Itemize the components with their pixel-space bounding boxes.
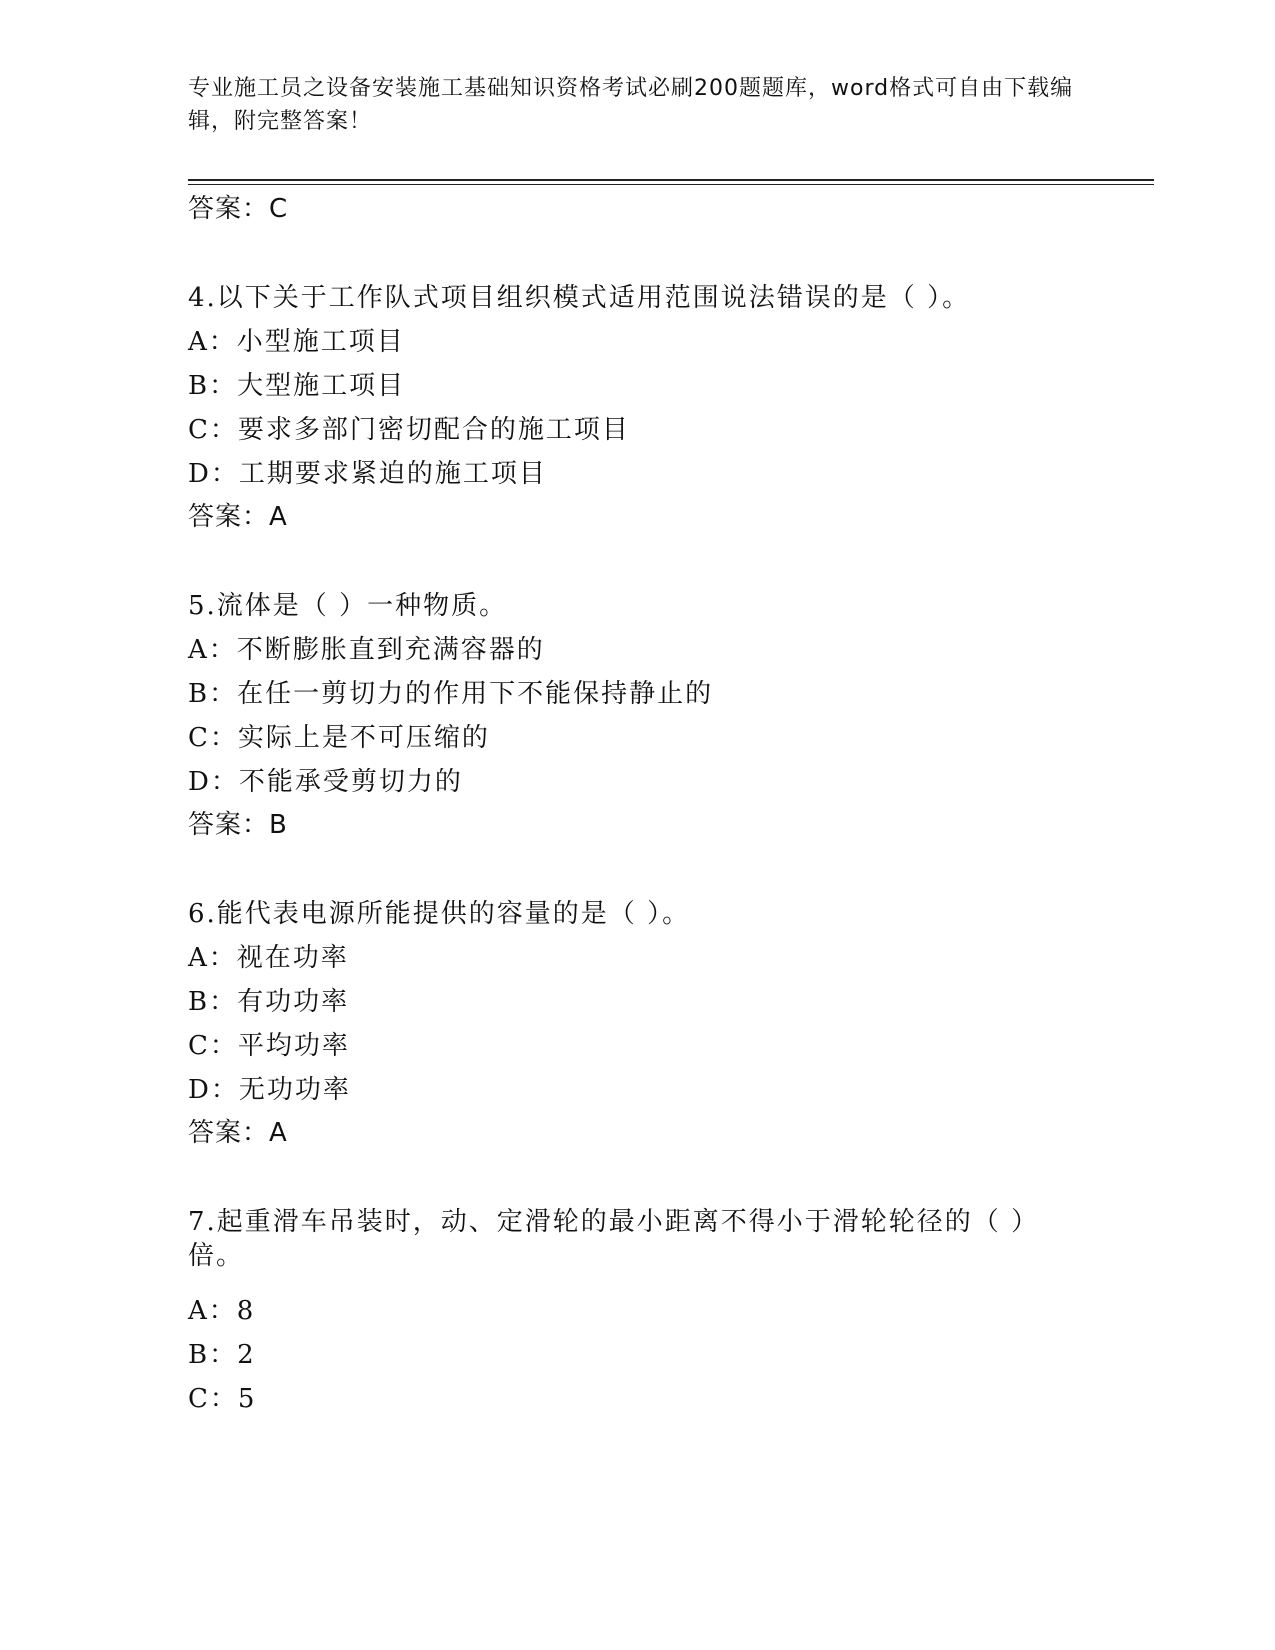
q6-option-d: D：无功功率 <box>188 1075 351 1105</box>
q4-option-d: D：工期要求紧迫的施工项目 <box>188 459 547 489</box>
q4-option-b: B：大型施工项目 <box>188 371 406 401</box>
q5-option-a: A：不断膨胀直到充满容器的 <box>188 635 545 665</box>
header-divider <box>188 179 1154 181</box>
header-divider-thin <box>188 184 1154 185</box>
question-7: 7.起重滑车吊装时，动、定滑轮的最小距离不得小于滑轮轮径的（ ）倍。 <box>188 1207 1040 1271</box>
q4-option-c: C：要求多部门密切配合的施工项目 <box>188 415 630 445</box>
q7-option-c: C：5 <box>188 1384 257 1414</box>
q6-option-a: A：视在功率 <box>188 943 349 973</box>
q5-option-b: B：在任一剪切力的作用下不能保持静止的 <box>188 679 714 709</box>
question-6: 6.能代表电源所能提供的容量的是（ ）。 <box>188 899 691 929</box>
q6-answer: 答案：A <box>188 1118 288 1148</box>
q5-answer: 答案：B <box>188 810 288 840</box>
answer-previous: 答案：C <box>188 194 289 224</box>
q5-option-c: C：实际上是不可压缩的 <box>188 723 490 753</box>
document-header: 专业施工员之设备安装施工基础知识资格考试必刷200题题库，word格式可自由下载编辑，附完整答案！ <box>188 76 1074 134</box>
q6-option-c: C：平均功率 <box>188 1031 350 1061</box>
q5-option-d: D：不能承受剪切力的 <box>188 767 463 797</box>
q4-option-a: A：小型施工项目 <box>188 327 405 357</box>
q6-option-b: B：有功功率 <box>188 987 350 1017</box>
q4-answer: 答案：A <box>188 502 288 532</box>
q7-option-a: A：8 <box>188 1296 256 1326</box>
question-5: 5.流体是（ ）一种物质。 <box>188 591 508 621</box>
question-4: 4.以下关于工作队式项目组织模式适用范围说法错误的是（ ）。 <box>188 283 971 313</box>
q7-option-b: B：2 <box>188 1340 256 1370</box>
